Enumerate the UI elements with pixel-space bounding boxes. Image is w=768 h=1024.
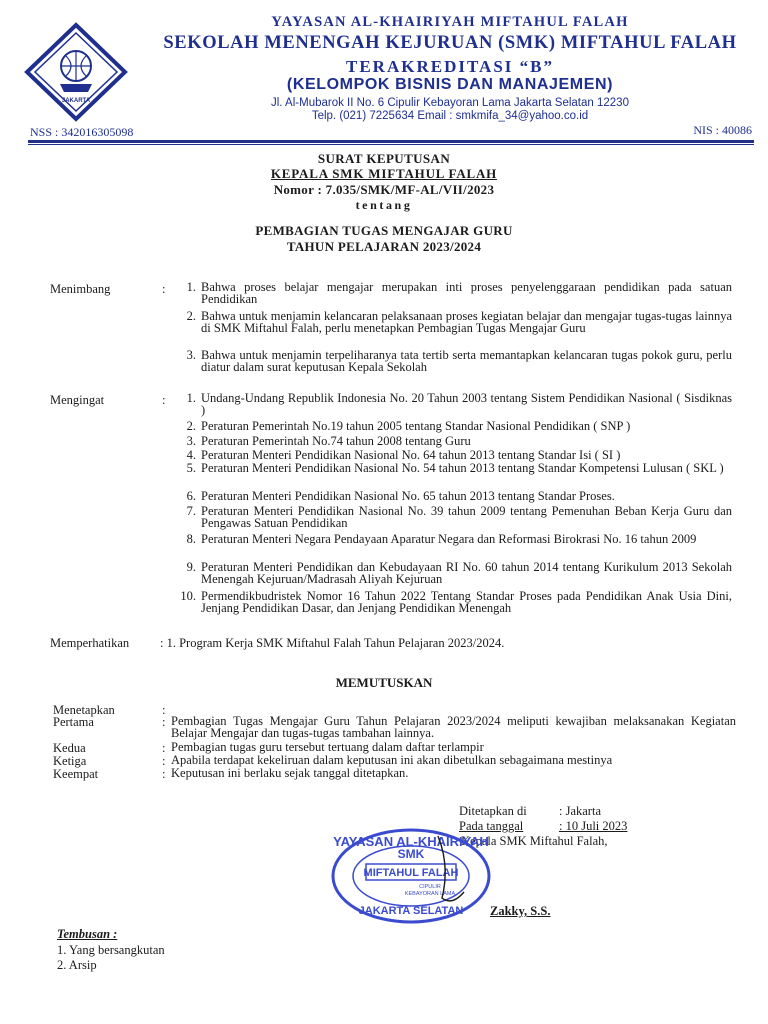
menimbang-colon: :: [162, 282, 166, 296]
tanggal-value: : 10 Juli 2023: [559, 819, 628, 833]
ditetapkan-label: Ditetapkan di: [459, 804, 527, 818]
school-name: SEKOLAH MENENGAH KEJURUAN (SMK) MIFTAHUL FALAH: [163, 33, 737, 53]
list-item: 7. Peraturan Menteri Pendidikan Nasional No. 39 tahun 2009 tentang Pemenuhan Beban Kerja Guru dan Pengawas Satuan Pendidikan: [186, 504, 732, 530]
ditetapkan-value: : Jakarta: [559, 804, 601, 818]
decision-heading: MEMUTUSKAN: [335, 675, 433, 690]
decree-subject: PEMBAGIAN TUGAS MENGAJAR GURU: [255, 223, 513, 238]
school-contact: Telp. (021) 7225634 Email : smkmifa_34@yahoo.co.id: [311, 110, 589, 122]
ketiga-label: Ketiga: [53, 754, 87, 768]
official-stamp-icon: [330, 826, 492, 926]
list-item: 2. Arsip: [57, 958, 97, 972]
school-address: Jl. Al-Mubarok II No. 6 Cipulir Kebayoran Lama Jakarta Selatan 12230: [271, 97, 629, 109]
stamp-ring-bottom: JAKARTA SELATAN: [358, 905, 464, 917]
pertama-colon: :: [162, 715, 166, 729]
menetapkan-colon: :: [162, 703, 166, 717]
keempat-text: Keputusan ini berlaku sejak tanggal ditetapkan.: [171, 766, 409, 780]
list-item: 4. Peraturan Menteri Pendidikan Nasional No. 64 tahun 2013 tentang Standar Isi ( SI ): [186, 448, 621, 462]
menimbang-label: Menimbang: [50, 282, 111, 296]
list-item: 10. Permendikbudristek Nomor 16 Tahun 2022 Tentang Standar Proses pada Pendidikan Anak Usia Dini, Jenjang Pendidikan Dasar, dan Jenjang Pendidikan Menengah: [180, 589, 732, 615]
stamp-line2: MIFTAHUL FALAH: [363, 867, 459, 879]
svg-text:JAKARTA: JAKARTA: [61, 98, 91, 104]
list-item: 1. Undang-Undang Republik Indonesia No. 20 Tahun 2003 tentang Sistem Pendidikan Nasional ( Sisdiknas ): [186, 391, 732, 417]
kedua-text: Pembagian tugas guru tersebut tertuang dalam daftar terlampir: [171, 740, 484, 754]
decree-issuer: KEPALA SMK MIFTAHUL FALAH: [270, 166, 498, 181]
stamp-ring-text: YAYASAN AL-KHAIRIYAH: [333, 834, 489, 849]
ketiga-text: Apabila terdapat kekeliruan dalam keputusan ini akan dibetulkan sebagaimana mestinya: [171, 753, 613, 767]
memperhatikan-text: : 1. Program Kerja SMK Miftahul Falah Tahun Pelajaran 2023/2024.: [160, 636, 505, 650]
list-item: 2. Peraturan Pemerintah No.19 tahun 2005 tentang Standar Nasional Pendidikan ( SNP ): [186, 419, 631, 433]
pertama-text: Pembagian Tugas Mengajar Guru Tahun Pelajaran 2023/2024 meliputi kewajiban melaksanakan Kegiatan Belajar Mengajar dan tugas-tugas tambahan lainnya.: [171, 714, 736, 740]
business-group: (KELOMPOK BISNIS DAN MANAJEMEN): [286, 76, 614, 93]
stamp-line3: CIPULIR: [419, 884, 441, 890]
keempat-label: Keempat: [53, 767, 99, 781]
menetapkan-label: Menetapkan: [53, 703, 115, 717]
list-item: 1. Yang bersangkutan: [57, 943, 165, 957]
school-logo-icon: [22, 22, 130, 122]
kedua-colon: :: [162, 741, 166, 755]
ketiga-colon: :: [162, 754, 166, 768]
decree-title: SURAT KEPUTUSAN: [317, 151, 451, 166]
decree-year: TAHUN PELAJARAN 2023/2024: [286, 239, 482, 254]
nis-number: NIS : 40086: [693, 123, 752, 137]
decree-number: Nomor : 7.035/SMK/MF-AL/VII/2023: [273, 182, 495, 197]
stamp-line4: KEBAYORAN LAMA: [404, 891, 456, 897]
signer-name: Zakky, S.S.: [490, 904, 551, 918]
list-item: 2. Bahwa untuk menjamin kelancaran pelaksanaan proses kegiatan belajar dan mengajar tugas-tugas lainnya di SMK Miftahul Falah, perlu menetapkan Pembagian Tugas Mengajar Guru: [186, 309, 732, 335]
keempat-colon: :: [162, 767, 166, 781]
accreditation: TERAKREDITASI “B”: [346, 57, 554, 76]
list-item: 6. Peraturan Menteri Pendidikan Nasional No. 65 tahun 2013 tentang Standar Proses.: [186, 489, 615, 503]
list-item: 8. Peraturan Menteri Negara Pendayaan Aparatur Negara dan Reformasi Birokrasi No. 16 tahun 2009: [186, 532, 697, 546]
list-item: 3. Bahwa untuk menjamin terpeliharanya tata tertib serta memantapkan kelancaran tugas pokok guru, perlu diatur dalam surat keputusan Kepala Sekolah: [186, 348, 732, 374]
nss-number: NSS : 342016305098: [30, 125, 134, 139]
stamp-line1: SMK: [397, 847, 425, 861]
mengingat-label: Mengingat: [50, 393, 105, 407]
letterhead: [0, 0, 768, 150]
list-item: 5. Peraturan Menteri Pendidikan Nasional No. 54 tahun 2013 tentang Standar Kompetensi Lulusan ( SKL ): [186, 461, 724, 475]
decree-about: tentang: [355, 198, 413, 212]
list-item: 9. Peraturan Menteri Pendidikan dan Kebudayaan RI No. 60 tahun 2014 tentang Kurikulum 2013 Sekolah Menengah Kejuruan/Madrasah Aliyah Kejuruan: [186, 560, 732, 586]
pertama-label: Pertama: [53, 715, 94, 729]
tembusan-heading: Tembusan :: [57, 927, 118, 941]
signer-position: Kepala SMK Miftahul Falah,: [461, 834, 608, 848]
mengingat-colon: :: [162, 393, 166, 407]
kedua-label: Kedua: [53, 741, 86, 755]
list-item: 1. Bahwa proses belajar mengajar merupakan inti proses penyelenggaraan pendidikan pada satuan Pendidikan: [186, 280, 732, 306]
header-divider: [28, 140, 754, 143]
foundation-name: YAYASAN AL-KHAIRIYAH MIFTAHUL FALAH: [271, 14, 629, 30]
list-item: 3. Peraturan Pemerintah No.74 tahun 2008 tentang Guru: [186, 434, 471, 448]
tanggal-label: Pada tanggal: [459, 819, 524, 833]
memperhatikan-label: Memperhatikan: [50, 636, 130, 650]
header-divider-thin: [28, 144, 754, 145]
